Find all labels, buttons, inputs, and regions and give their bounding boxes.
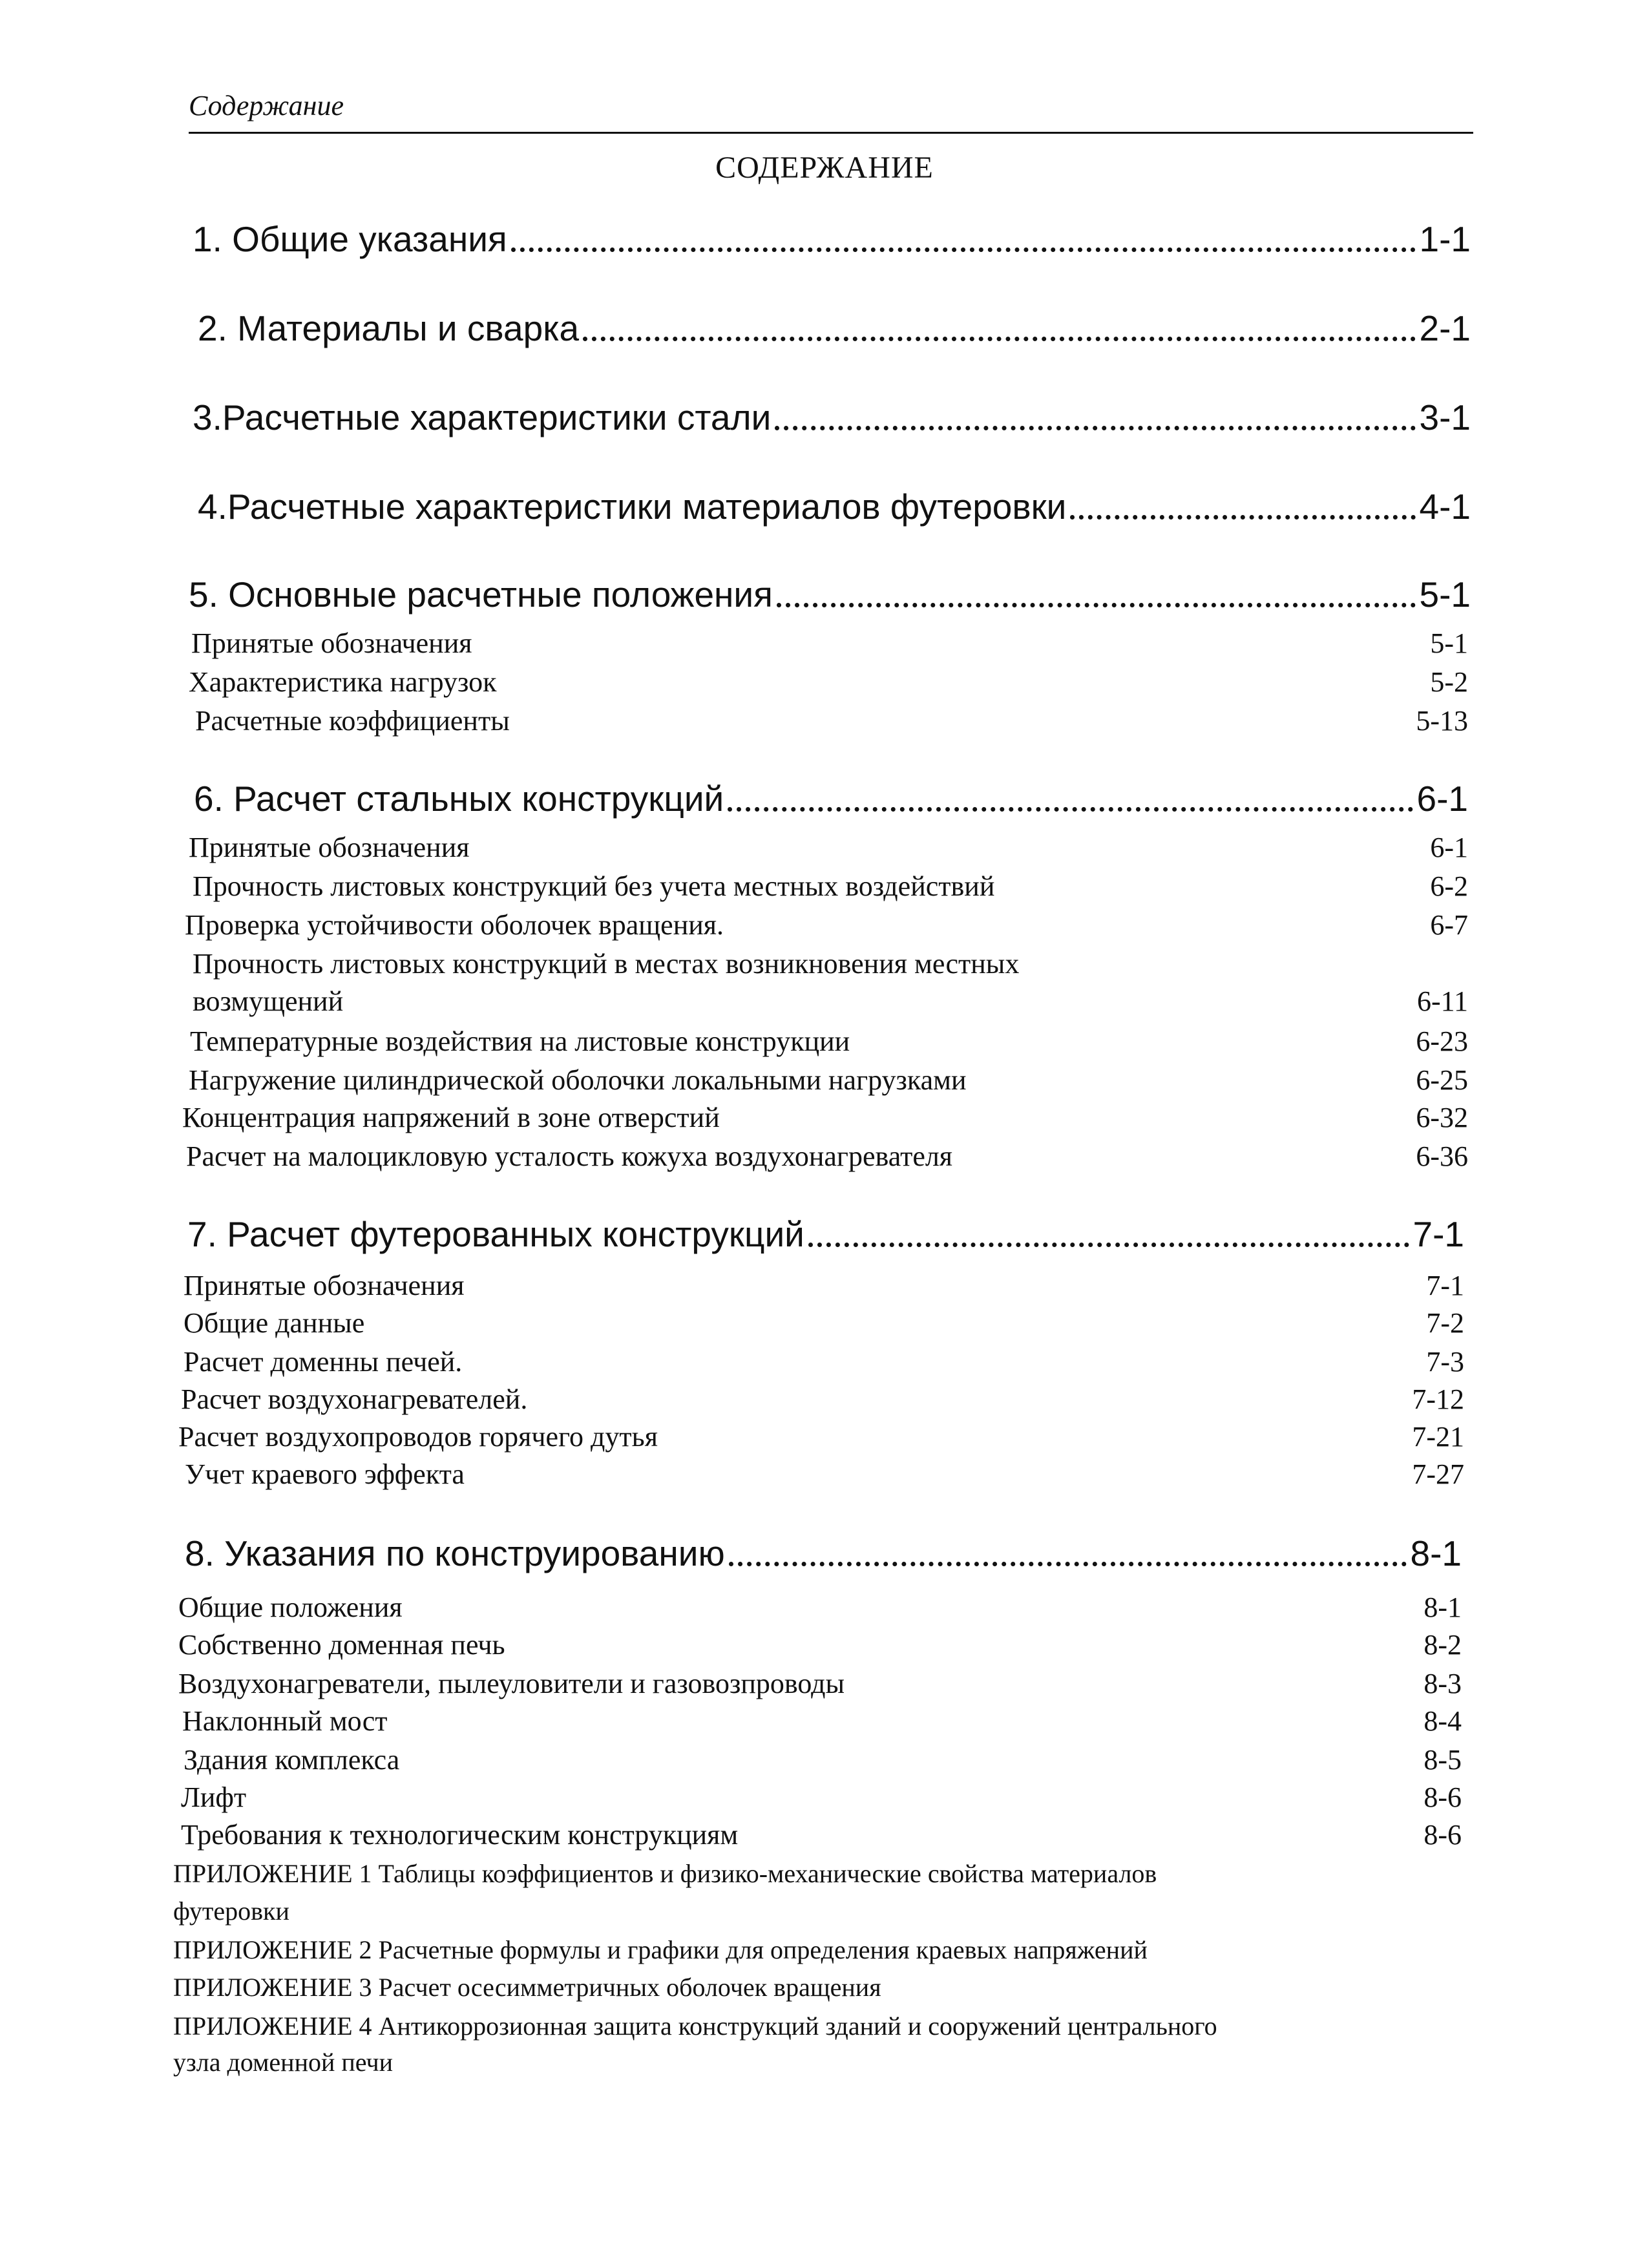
entry-title: возмущений — [193, 985, 344, 1017]
section-page: 7-1 — [1413, 1214, 1464, 1254]
toc-entry[interactable] — [184, 1305, 1464, 1340]
entry-page: 7-12 — [1412, 1383, 1464, 1415]
section-title: 1. Общие указания — [193, 219, 507, 259]
entry-page: 8-3 — [1423, 1668, 1462, 1699]
entry-title: Расчет доменны печей. — [184, 1346, 463, 1378]
dot-leader — [511, 247, 1416, 252]
entry-title: Характеристика нагрузок — [189, 666, 497, 698]
dot-leader — [729, 1561, 1407, 1566]
toc-entry[interactable] — [181, 1381, 1464, 1416]
entry-title: Учет краевого эффекта — [185, 1458, 465, 1490]
dot-leader — [777, 602, 1416, 607]
toc-entry[interactable] — [178, 1666, 1462, 1701]
toc-entry[interactable] — [186, 1139, 1468, 1173]
entry-page: 7-3 — [1426, 1346, 1464, 1378]
entry-page: 5-2 — [1430, 666, 1468, 698]
toc-entry[interactable] — [182, 1100, 1468, 1135]
toc-entry[interactable] — [184, 1268, 1464, 1303]
section-page: 6-1 — [1416, 779, 1468, 819]
header-rule — [189, 132, 1473, 134]
toc-entry[interactable] — [184, 1742, 1462, 1777]
entry-title: Прочность листовых конструкций в местах возникновения местных — [193, 948, 1020, 980]
toc-entry[interactable] — [181, 1817, 1462, 1852]
toc-entry[interactable] — [178, 1627, 1462, 1662]
section-page: 1-1 — [1419, 219, 1471, 259]
dot-leader — [1070, 514, 1415, 520]
entry-title: Принятые обозначения — [189, 832, 470, 863]
entry-page: 6-11 — [1416, 985, 1468, 1017]
toc-entry[interactable] — [181, 1780, 1462, 1814]
running-head: Содержание — [189, 90, 344, 121]
toc-section-3[interactable] — [193, 392, 1471, 438]
entry-title: Здания комплекса — [184, 1744, 400, 1776]
toc-section-6[interactable] — [194, 773, 1468, 819]
entry-title: Наклонный мост — [182, 1705, 388, 1737]
dot-leader — [728, 806, 1413, 812]
toc-section-7[interactable] — [187, 1208, 1464, 1255]
entry-title: Прочность листовых конструкций без учета местных воздействий — [193, 870, 995, 902]
section-page: 5-1 — [1419, 574, 1471, 614]
entry-title: Расчет воздухопроводов горячего дутья — [178, 1421, 658, 1453]
toc-entry[interactable] — [178, 1419, 1464, 1454]
entry-page: 8-5 — [1423, 1744, 1462, 1776]
toc-entry[interactable] — [191, 625, 1468, 660]
section-page: 2-1 — [1419, 308, 1471, 348]
dot-leader — [808, 1242, 1409, 1247]
section-page: 4-1 — [1419, 487, 1471, 527]
toc-entry[interactable] — [178, 1590, 1462, 1624]
entry-page: 6-32 — [1416, 1102, 1468, 1133]
entry-page: 7-27 — [1412, 1458, 1464, 1490]
entry-page: 8-2 — [1423, 1629, 1462, 1661]
appendix-line[interactable]: ПРИЛОЖЕНИЕ 2 Расчетные формулы и графики для определения краевых напряжений — [173, 1935, 1148, 1964]
entry-page: 7-1 — [1426, 1270, 1464, 1301]
toc-entry[interactable] — [195, 703, 1468, 738]
toc-entry[interactable] — [193, 868, 1468, 903]
section-title: 7. Расчет футерованных конструкций — [187, 1214, 804, 1254]
entry-page: 6-23 — [1416, 1025, 1468, 1057]
entry-title: Расчет воздухонагревателей. — [181, 1383, 528, 1415]
entry-page: 6-2 — [1430, 870, 1468, 902]
toc-section-2[interactable] — [198, 302, 1471, 349]
entry-title: Температурные воздействия на листовые конструкции — [190, 1025, 850, 1057]
toc-entry[interactable] — [185, 907, 1468, 942]
toc-section-1[interactable] — [193, 213, 1471, 260]
toc-entry[interactable] — [190, 1024, 1468, 1058]
entry-page: 8-6 — [1423, 1781, 1462, 1813]
appendix-line: узла доменной печи — [173, 2048, 394, 2077]
section-title: 2. Материалы и сварка — [198, 308, 580, 348]
toc-section-8[interactable] — [185, 1528, 1462, 1574]
entry-title: Расчет на малоцикловую усталость кожуха воздухонагревателя — [186, 1140, 953, 1172]
appendix-line[interactable]: ПРИЛОЖЕНИЕ 3 Расчет осесимметричных оболочек вращения — [173, 1973, 881, 2002]
toc-entry[interactable] — [189, 664, 1468, 699]
entry-page: 8-6 — [1423, 1819, 1462, 1851]
section-title: 5. Основные расчетные положения — [189, 574, 773, 614]
section-title: 8. Указания по конструированию — [185, 1533, 725, 1573]
entry-page: 6-25 — [1416, 1064, 1468, 1096]
section-title: 6. Расчет стальных конструкций — [194, 779, 724, 819]
appendix-line[interactable]: ПРИЛОЖЕНИЕ 1 Таблицы коэффициентов и физико-механические свойства материалов — [173, 1859, 1157, 1888]
entry-title: Воздухонагреватели, пылеуловители и газовозпроводы — [178, 1668, 845, 1699]
toc-entry[interactable] — [189, 1062, 1468, 1097]
entry-page: 6-36 — [1416, 1140, 1468, 1172]
entry-page: 6-1 — [1430, 832, 1468, 863]
entry-title: Собственно доменная печь — [178, 1629, 505, 1661]
toc-entry[interactable] — [182, 1703, 1462, 1738]
entry-title: Общие данные — [184, 1307, 365, 1339]
entry-title: Концентрация напряжений в зоне отверстий — [182, 1102, 720, 1133]
toc-entry[interactable] — [193, 983, 1468, 1018]
appendix-line[interactable]: ПРИЛОЖЕНИЕ 4 Антикоррозионная защита конструкций зданий и сооружений центрального — [173, 2011, 1217, 2041]
section-page: 8-1 — [1410, 1533, 1462, 1573]
section-page: 3-1 — [1419, 397, 1471, 437]
entry-title: Нагружение цилиндрической оболочки локальными нагрузками — [189, 1064, 967, 1096]
entry-title: Принятые обозначения — [184, 1270, 465, 1301]
toc-entry[interactable] — [189, 830, 1468, 865]
entry-page: 6-7 — [1430, 909, 1468, 941]
toc-section-4[interactable] — [198, 481, 1471, 527]
toc-entry[interactable] — [184, 1344, 1464, 1379]
toc-section-5[interactable] — [189, 569, 1471, 615]
entry-title: Общие положения — [178, 1591, 403, 1623]
entry-page: 5-13 — [1416, 705, 1468, 737]
appendix-line: футеровки — [173, 1896, 289, 1926]
entry-page: 5-1 — [1430, 627, 1468, 659]
dot-leader — [775, 425, 1415, 430]
dot-leader — [583, 336, 1415, 341]
entry-title: Проверка устойчивости оболочек вращения. — [185, 909, 724, 941]
section-title: 4.Расчетные характеристики материалов футеровки — [198, 487, 1067, 527]
entry-title: Расчетные коэффициенты — [195, 705, 510, 737]
entry-page: 8-4 — [1423, 1705, 1462, 1737]
entry-title: Принятые обозначения — [191, 627, 472, 659]
entry-page: 8-1 — [1423, 1591, 1462, 1623]
entry-page: 7-2 — [1426, 1307, 1464, 1339]
page-title: СОДЕРЖАНИЕ — [715, 151, 934, 185]
section-title: 3.Расчетные характеристики стали — [193, 397, 772, 437]
entry-title: Лифт — [181, 1781, 247, 1813]
entry-title: Требования к технологическим конструкциям — [181, 1819, 739, 1851]
entry-page: 7-21 — [1412, 1421, 1464, 1453]
toc-entry[interactable] — [185, 1456, 1464, 1491]
